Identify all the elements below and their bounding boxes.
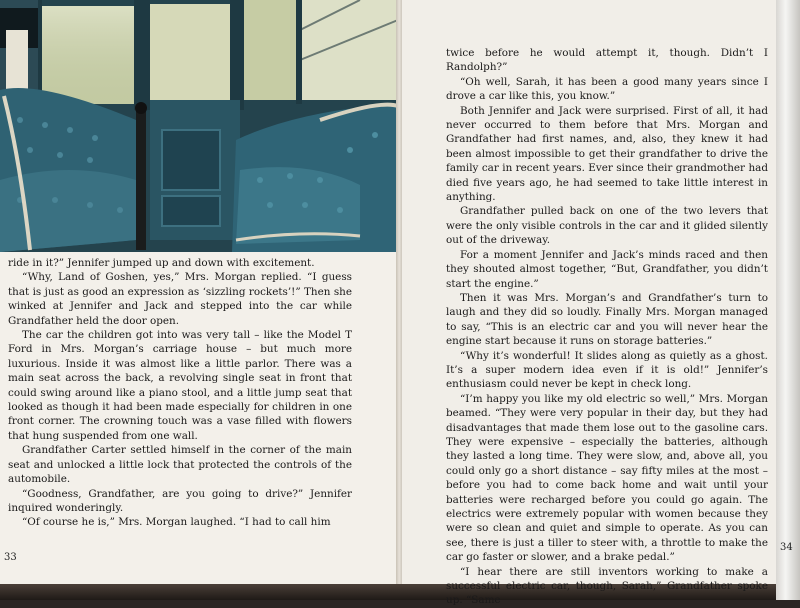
page-number-right: 34 (780, 542, 793, 553)
paragraph: “I’m happy you like my old electric so well,” Mrs. Morgan beamed. “They were very popular in their day, but they had disadvantages that made them lose out to the gasoline cars. They were expensive – especially the batteries, although they lasted a long time. They were slow, and, above all, you could only go a short distance – say fifty miles at the most – before you had to come back home and wait until your batteries were recharged before you could go again. The electrics were extremely popular with women because they were so clean and quiet and simple to operate. As you can see, there is just a tiller to steer with, a throttle to make the car go faster or slower, and a brake pedal.” (446, 392, 768, 564)
paragraph: “Why, Land of Goshen, yes,” Mrs. Morgan replied. “I guess that is just as good an expression as ‘sizzling rockets’!” Then she winked at Jennifer and Jack and stepped into the car while Grandfather held the door open. (8, 271, 352, 327)
paragraph: Then it was Mrs. Morgan’s and Grandfather’s turn to laugh and they did so loudly. Finally Mrs. Morgan managed to say, “This is an electric car and you will never hear the engine start because it runs on storage batteries.” (446, 291, 768, 348)
paragraph: The car the children got into was very tall – like the Model T Ford in Mrs. Morgan’s carriage house – but much more luxurious. Inside it was almost like a little parlor. There was a main seat across the back, a revolving single seat in front that could swing around like a piano stool, and a little jump seat that looked as though it had been made especially for children in one front corner. The crowning touch was a vase filled with flowers that hung suspended from one wall. (8, 329, 352, 442)
right-page-text (446, 46, 768, 608)
paragraph: “Of course he is,” Mrs. Morgan laughed. “I had to call him (22, 516, 331, 529)
paragraph: “Goodness, Grandfather, are you going to drive?” Jennifer inquired wonderingly. (8, 487, 352, 514)
left-page-text (8, 256, 352, 530)
left-page (0, 0, 398, 584)
page-number-left: 33 (4, 552, 17, 563)
paragraph: ride in it?” Jennifer jumped up and down with excitement. (8, 257, 315, 269)
paragraph: twice before he would attempt it, though. Didn’t I Randolph?” (446, 47, 768, 74)
paragraph: Both Jennifer and Jack were surprised. First of all, it had never occurred to them before that Mrs. Morgan and Grandfather had first names, and, also, they knew it had been almost impossible to get their grandfather to drive the family car in recent years. Ever since their grandmother had died five years ago, he had seemed to take little interest in anything. (446, 104, 768, 204)
paragraph: Grandfather Carter settled himself in the corner of the main seat and unlocked a little lock that protected the controls of the automobile. (8, 444, 352, 486)
paragraph: Grandfather pulled back on one of the two levers that were the only visible controls in the car and it glided silently out of the driveway. (446, 205, 768, 247)
paragraph: “Oh well, Sarah, it has been a good many years since I drove a car like this, you know.” (446, 75, 768, 103)
paragraph: “I hear there are still inventors working to make a successful electric car, though, Sarah,” Grandfather spoke up. “Same (446, 565, 768, 607)
car-interior-illustration (0, 0, 398, 252)
book-cover-edge (776, 0, 800, 600)
paragraph: For a moment Jennifer and Jack’s minds raced and then they shouted almost together, “But, Grandfather, you didn’t start the engine.” (446, 248, 768, 290)
paragraph: “Why it’s wonderful! It slides along as quietly as a ghost. It’s a super modern idea even if it is old!” Jennifer’s enthusiasm could never be kept in check long. (446, 349, 768, 391)
